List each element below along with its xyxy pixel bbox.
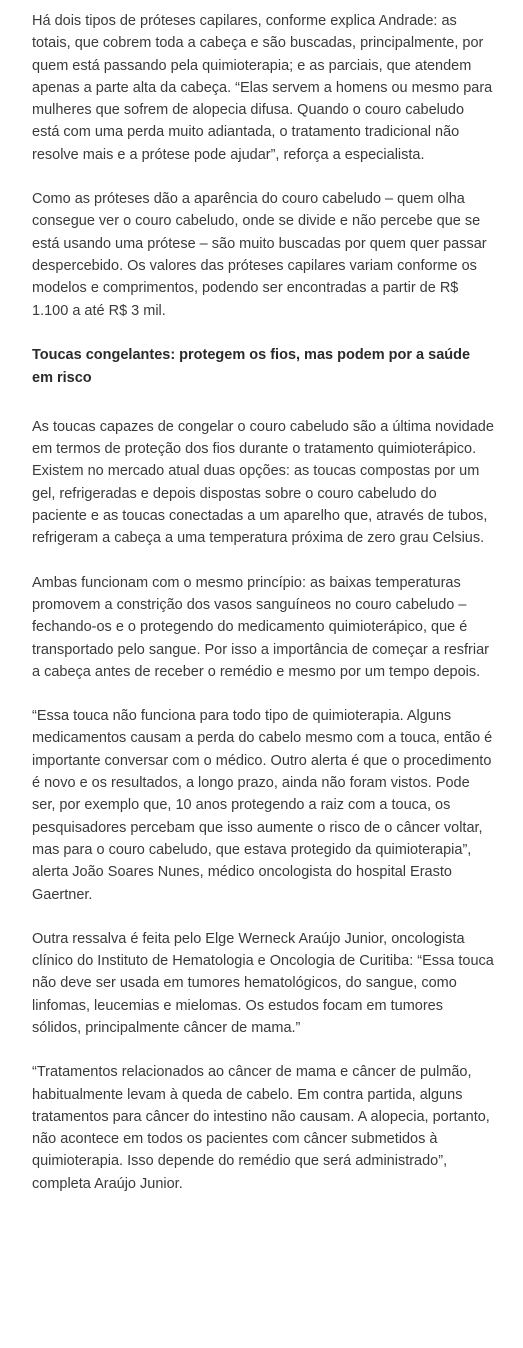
paragraph-quote-araujo: “Tratamentos relacionados ao câncer de mama e câncer de pulmão, habitualmente levam à queda de cabelo. Em contra partida, alguns tratamentos para câncer do intestino não causam. A alopecia, portanto, não acontece em todos os pacientes com câncer submetidos à quimioterapia. Isso depende do remédio que será administrado”, completa Araújo Junior. (32, 1064, 490, 1192)
article-body (32, 10, 494, 1217)
paragraph-toucas-intro: As toucas capazes de congelar o couro cabeludo são a última novidade em termos de proteção dos fios durante o tratamento quimioterápico. Existem no mercado atual duas opções: as toucas compostas por um gel, refrigeradas e depois dispostas sobre o couro cabeludo do paciente e as toucas conectadas a um aparelho que, através de tubos, refrigeram a cabeça a uma temperatura próxima de zero grau Celsius. (32, 418, 494, 547)
section-heading: Toucas congelantes: protegem os fios, mas podem por a saúde em risco (32, 346, 471, 386)
paragraph-quote-nunes: “Essa touca não funciona para todo tipo de quimioterapia. Alguns medicamentos causam a perda do cabelo mesmo com a touca, então é importante conversar com o médico. Outro alerta é que o procedimento é novo e os resultados, a longo prazo, ainda não foram vistos. Pode ser, por exemplo que, 10 anos protegendo a raiz com a touca, os pesquisadores percebam que isso aumente o risco de o câncer voltar, mas para o couro cabeludo, que estava protegido da quimioterapia”, alerta João Soares Nunes, médico oncologista do hospital Erasto Gaertner. (32, 708, 493, 903)
paragraph-protese-tipos: Há dois tipos de próteses capilares, conforme explica Andrade: as totais, que cobrem toda a cabeça e são buscadas, principalmente, por quem está passando pela quimioterapia; e as parciais, que atendem apenas a parte alta da cabeça. “Elas servem a homens ou mesmo para mulheres que sofrem de alopecia difusa. Quando o couro cabeludo está com uma perda muito adiantada, o tratamento tradicional não resolve mais e a prótese pode ajudar”, reforça a especialista. (32, 13, 493, 163)
paragraph-protese-valores: Como as próteses dão a aparência do couro cabeludo – quem olha consegue ver o couro cabeludo, onde se divide e não percebe que se está usando uma prótese – são muito buscadas por quem quer passar despercebido. Os valores das próteses capilares variam conforme os modelos e comprimentos, podendo ser encontradas a partir de R$ 1.100 a até R$ 3 mil. (32, 191, 487, 319)
paragraph-toucas-principio: Ambas funcionam com o mesmo princípio: as baixas temperaturas promovem a constrição dos vasos sanguíneos no couro cabeludo – fechando-os e o protegendo do medicamento quimioterápico, que é transportado pelo sangue. Por isso a importância de começar a resfriar a cabeça antes de receber o remédio e mesmo por um tempo depois. (32, 574, 489, 680)
paragraph-ressalva-araujo: Outra ressalva é feita pelo Elge Werneck Araújo Junior, oncologista clínico do Instituto de Hematologia e Oncologia de Curitiba: “Essa touca não deve ser usada em tumores hematológicos, do sangue, como linfomas, leucemias e mielomas. Os estudos focam em tumores sólidos, principalmente câncer de mama.” (32, 930, 494, 1036)
